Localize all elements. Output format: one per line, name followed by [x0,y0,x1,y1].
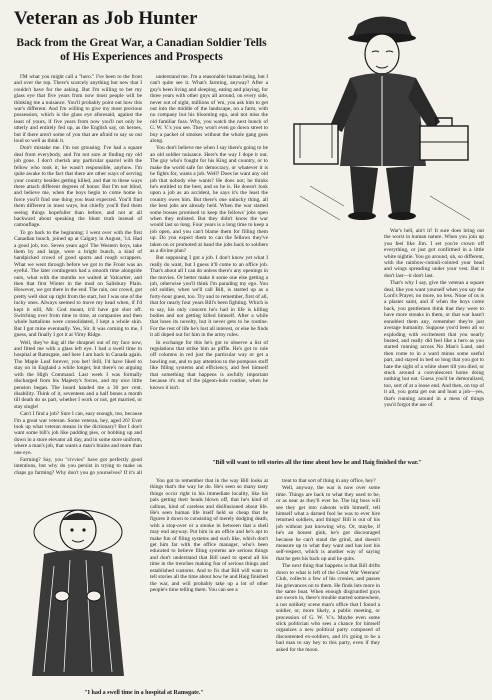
paragraph: But supposing I got a job. I don't know yet what I really do want, but I guess it'll come to an office job. That's about all I can do unless there's any openings in the movies. Or better make it some one else getting a job, otherwise you'll think I'm parading my ego. You old soldier, when we'll call Bill, is started up as a forty-hour guest, too. Try and to remember, first of all, that for nearly four years Bill's been fighting. Which is to say, his only concern he's had in life is killing bodies and not getting killed himself. After a while that loses its novelty, but it never gets to be routine. For the rest of life he's lost all interest, or else he finds it all doped out for him in the army rules. [150,255,268,339]
deck: Back from the Great War, a Canadian Soldier Tells of His Experiences and Prospects [16,37,267,63]
caption-bottom-illustration: "I had a swell time in a hospital at Ramsgate." [84,690,204,696]
paragraph: Well, anyway, the war is now over some time. Things are back to what they used to be, or as near as they'll ever be. The big boss will see they get into cahoots with himself, tell himself what a darned fool he was to ever hire returned soldiers, and things! Bill is out of his job without just knowing why. Or, maybe, if he's an honest gink, he's got discouraged because he can't stand the grind, and doesn't measure up to what they want and has lost his self-respect, which is another way of saying that he gets his back up and he quits. [276,485,380,562]
paragraph: understand me. I'm a reasonable human being, but I can't quite see it. What's farming, anyway? After a guy's been living and sleeping, eating and playing, for three years with other guys all around, on every side, never out of sight, millions of 'em, you ask him to get out into the middle of the landscape, on a farm, with no company but his blooming ego, and not miss the old familiar fuss. Why, you watch the next bunch of G. W. V.'s you see. They won't even go down street to buy a packet of smokes without the whole gang goes along. [150,74,268,145]
paragraph: Don't mistake me. I'm not grousing. I've had a square deal from everybody, and I'm not sore at finding my old job gone. I don't cherish any particular quarrel with the fellow who took it; he wasn't responsible, anyhow. I'm quite awake to the fact that there are other ways of serving your country besides getting killed, and that to these ways there attach different degrees of honor. But I'm not blind, and believe me, when the boys begin to come home in force you'll find one thing you least expected. You'll find them different in most ways, but chiefly you'll find them seeing things hopefuller than before, and not at all backward about speaking the blunt truth instead of camouflage. [14,145,142,229]
hospital-veteran-illustration [14,476,142,686]
article-column-2-lower [150,478,268,692]
article-column-2 [150,74,268,454]
paragraph: In exchange for this he's got to observe a list of regulations that strike him as piffle. He's got to rule off columns in red just the particular way or get a bawling out, and to pay attention to the pompous stuff like filling systems and efficiency, and feel himself that something that happens is awfully important because it's out of the pigeon-hole routine, when he knows it isn't. [150,339,268,391]
paragraph: Can't I find a job? Sure I can, easy enough, too, because I'm a great war veteran. Some veteran, hey, aged 26? Ever look up what veteran means in the dictionary? But I don't want some bill's job like padding pies, or bobbing up and down in a store elevator all day, and in some store uniform, where a man's job, that wants a man's brains and more than one eye. [14,411,142,456]
caption-top-illustration: "Bill will want to tell stories all the time about how he and Haig finished the war." [212,460,422,466]
article-column-3 [276,478,380,692]
paragraph: I'M what you might call a "hero." I've been to the front and over the top. There's scarcely anything but new that I couldn't have for the asking. But I'm willing to bet my glass eye that five years from now most people will be thinking me a nuisance. You'll probably point out how this war's different. And I'm willing to give my most precious possession, which is the glass eye aforesaid, against the least of yours, if five years from now you'll not only be utterly and entirely fed up, as the English say, on heroes, but if there aren't some of you that are afraid to say so out loud so well as think it. [14,74,142,145]
paragraph: War's hell, ain't it? It sure does bring out the worst in human nature. When you join up you feel like Jim. I set you're crown off everything, or just got confirmed in a little white nightie. You go around, oh, so different, with the rainbow-cumuli-colored your head and wings spreading under your vest. But it don't last—it don't last. [384,228,484,279]
paragraph: You don't believe me when I say there's going to be an old soldier nuisance. Here's the way I dope it out. The guy who's fought for his King and country, or to make the world safe for democracy, or whatever it is he fights for, wants a job. Well? Does he want any old job that nobody else wants? He does not; he thinks he's entitled to the best, and so he is. He doesn't look upon a job as an accident, he says it's the least the country owes him. But there's one unlucky thing, all the best jobs are already held. When the war started some bosses promised to keep the fellows' jobs open when they enlisted. But they didn't know the war would last so long. Four years is a long time to keep a job open, and you can't blame them for filling them up. Do you expect them to can the fellows they've taken on or promoted at hand the jobs back to soldiers as a divine plan? [150,145,268,254]
paragraph: That's why I say, give the veteran a square deal, like you want yourself when you say the Lord's Prayer, no more, no less. None of us is a plaster saint, and if when the boys come back, you gentlemen think that they were to have more streaks in them, or that war hasn't ennobled them any, remember they're just average humanity. Suppose you'd been all so exploding with excitement that you nearly busted, and really did feel like a hero as you started running across No Man's Land, and then come to in a ward minus some useful part, and stayed in bed so long that you got to hate the sight of a white sheet till you died, or stuck around a convalescent home doing nothing but eat. Guess you'd be demoralized, too, sort of at a loose end. And then, on top of it all, you gotta get out and hunt a job—yes, that's running around in a mess of things you'd forgot the use of. [384,280,484,408]
paragraph: Well, they've dug all the shrapnel out of my face now, and fitted me with a glass left eye. I had a swell time in hospital at Ramsgate, and here I am back in Canada again. The Maple Leaf forever, you bet! Still, I'd have liked to stay on in England a while longer, but there's no arguing with the High Command. Last week I was formally discharged from his Majesty's forces, and my nice little pension began. The board handed me a 30 per cent. disability. Think of it, seventeen and a half bones a month till death do us part, whether I work or not, get married, or stay single! [14,339,142,410]
paragraph: treat to that sort of thing in any office, hey? [282,478,376,484]
paragraph: The next thing that happens is that Bill drifts down to what is left of the Great War Veterans' Club, collects a few of his cronies, and passes his grievances on to them. He finds lots more in the same boat. When enough disgruntled guys are sworn in, there's trouble started somewhere, a not unlikely scene man's office that I found a soldier, or, more likely, a public meeting, or procession of G. W. V.'s. Maybe even some slick politician who sees a chance for himself organizes a new political party composed of discontented ex-soldiers, and it's going to be a bad man to say hey to this party, even if they asked for the moon. [276,563,380,653]
paragraph: To go back to the beginning: I went over with the first Canadian bunch, joined up at Calgary in August, '14. Had a good job, too. Seven years ago! The Western boys, take them by and large, were a bright bunch, a kind of handpicked crowd of good sports and rough scrappers. What we went through before we got to the Front was an eyeful. The later contingents had a smooth time alongside ours, what with the months we waited at Valcartier, and then that first Winter in the mud on Salisbury Plain. However, we got there in the end. The rain, our crowd, got pretty well shot up right from the start, but I was one of the lucky ones. Always seemed to move my head when, if I'd kept it still, Mr. God meant, it'd have got shot off. Switching over from time to time, at companies and then whole battalions were consolidated, I kept a whole skin. But I got mine eventually. Yes, Sir. It was coming to me, I guess, and finally I got it at Vimy Ridge. [14,229,142,339]
soldier-illustration [280,6,484,228]
paragraph: Farming? Say, you "civvies" have got perfectly good intentions, but why do you persist in trying to make us chaps go farming? Why don't you go yourselves? If it's all [14,456,142,476]
headline: Veteran as Job Hunter [14,8,198,29]
paragraph: You got to remember that in the way Bill looks at things that's the way he do. He's seen so many tasty things occur right in his immediate locality, like his pals getting their heads blown off, that he's kind of callous, kind of careless and disillusioned about life. He's seen human life itself held so cheap that he figures it down to consisting of merely dodging death, with a stop-over or a smoke in between that a shell may end anyway. Put him in an office and he's apt to make fun of filing systems and such like, which don't get him far with the office manager, who's been educated to believe filing systems are serious things and don't understand that Bill used to spend all his time in the trenches making fun of serious things and established customs. And to fix that Bill will want to tell stories all the time about how he and Haig finished the war, and will probably take up a lot of other people's time telling them. You can see a [150,478,268,593]
